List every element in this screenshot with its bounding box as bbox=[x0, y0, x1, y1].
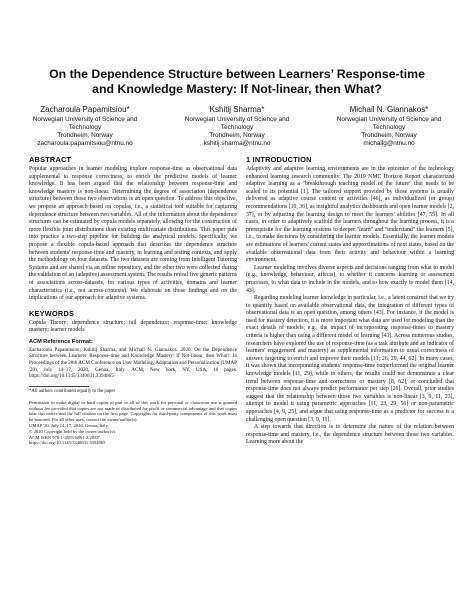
intro-paragraph-3: Regarding modeling learner knowledge in particular, i.e., a latent construct that we try to quantify based on available observational data, the integration of different types of observational data is an open question, among others [43]. For instance, if the model is used for mastery detection, it is more important what data are used for modeling than the exact details of models, e.g., the impact of incorporating response-times to mastery criteria is higher than using a different model of learning [43]. Across numerous studies, researchers have explored the use of response-time (as a task attribute and an indicator of learners' engagement and mastery) as supplemental information to usual correctness of answer, targeting to enrich and improve their models [11; 26, 29, 44, 62]. In many cases, it was shown that incorporating students' response-time outperformed the original learner knowledge models [11, 29], while in others, the results could not demonstrate a clear trend between response-time and correctness or mastery [8, 62], or concluded that response-time does not always predict performance per step [26]. Overall, prior studies suggest that the relationship between those two variables is non-linear [3, 9, 11, 23], attempt to model it using parametric approaches [11, 23, 29, 56] or non-parametric approaches [4, 9, 25], and argue that using response-time as a predictor for success is a challenging open question [3, 9, 11]. bbox=[246, 295, 455, 423]
author-city: Trondheim, Norway bbox=[57, 132, 113, 139]
footnote: *All authors contributed equally to the paper bbox=[29, 388, 116, 394]
title-line-2: and Knowledge Mastery: If Not-linear, then What? bbox=[92, 82, 382, 96]
keywords-text: Copula Theory; dependence structure; tail dependence; response-time; knowledge mastery; learner models bbox=[29, 319, 237, 334]
abstract-text: Popular approaches in learner modeling explore response-time as observational data supplemental to response correctness, to enrich the predictive models of learner knowledge. It has been argued that the relationship between response-time and knowledge mastery is non-linear. Determining the degree of association (dependence structure) between those two observations is an open question. To address this objective, we propose an approach based on copulas, i.e., a statistical tool suitable for capturing dependence structure between two variables. All of the information about the dependence structures can be estimated by copula models separately, allowing for the construction of more flexible joint distributions than existing multivariate distributions. This paper puts into practice a two-step pipeline for building the analytical models. Specifically, we propose a flexible copula-based approach that describes the dependence structure between students' response-time and mastery, in learning and testing contexts, and apply the methodology on four datasets. The two datasets are coming from Intelligent Tutoring Systems and are shared via an online repository, and the other two were collected during the validation of an (adaptive) assessment system. The results reveal five generic patterns of associations across-datasets, for various types of activities, domains and learner characteristics (i.e., not across-contexts). We elaborate on those findings and on the implications of our approach for adaptive systems. bbox=[29, 166, 237, 302]
author-block bbox=[10, 105, 464, 148]
author-1 bbox=[10, 105, 160, 148]
acm-reference-heading: ACM Reference Format: bbox=[29, 338, 93, 345]
author-name: Zacharoula Papamitsiou* bbox=[40, 105, 130, 114]
author-3 bbox=[314, 105, 464, 148]
intro-paragraph-4: A step towards that direction is to determine the nature of the relation between response-time and mastery, i.e., the dependence structure between those two variables. Learning more about the bbox=[246, 424, 454, 446]
left-column bbox=[29, 155, 237, 446]
conference-line: UMAP '20, July 14–17, 2020, Genoa, Italy bbox=[29, 423, 108, 429]
author-affiliation: Norwegian University of Science and bbox=[32, 116, 138, 123]
author-affiliation: Technology bbox=[220, 124, 254, 131]
permission-notice: Permission to make digital or hard copies of part or all of this work for personal or classroom use is granted without fee provided that copies are not made or distributed for profit or commercial advantage and that copies bear this notice and the full citation on the first page. Copyrights for third-party components of this work must be honored. For all other uses, contact the owner/author(s). bbox=[29, 399, 237, 423]
author-name: Kshitij Sharma* bbox=[209, 105, 265, 114]
isbn-line: ACM ISBN 978-1-4503-6861-2/20/07. bbox=[29, 434, 102, 440]
author-2 bbox=[162, 105, 312, 148]
author-affiliation: Technology bbox=[68, 124, 102, 131]
author-city: Trondheim, Norway bbox=[209, 132, 265, 139]
acm-reference-text: Zacharoula Papamitsiou, Kshitij Sharma, and Michail N. Giannakos. 2020. On the Dependence Structure between Learners' Response-time and Knowledge Mastery: If Not-linear, then What?. In Proceedings of the 28th ACM Conference on User Modeling, Adaptation and Personalization (UMAP '20), July 14–17, 2020, Genoa, Italy. ACM, New York, NY, USA, 10 pages. https://doi.org/10.1145/3340631.3394865 bbox=[29, 346, 237, 380]
abstract-heading: ABSTRACT bbox=[29, 155, 72, 164]
author-email[interactable]: kshitij.sharma@ntnu.no bbox=[203, 140, 271, 147]
author-city: Trondheim, Norway bbox=[361, 132, 417, 139]
copyright-line: © 2020 Copyright held by the owner/author(s). bbox=[29, 428, 116, 434]
doi-link[interactable]: https://doi.org/10.1145/3340631.3394865 bbox=[29, 440, 106, 446]
intro-paragraph-2: Learner modeling involves diverse aspects and decisions ranging from what to model (e.g., knowledge, behaviour, affects), to whether it concerns learning or assessment processes, to what data to include in the models, and to how exactly to model them [14, 43]. bbox=[246, 264, 454, 294]
author-name: Michail N. Giannakos* bbox=[349, 105, 429, 114]
author-affiliation: Norwegian University of Science and bbox=[336, 116, 442, 123]
footnote-divider bbox=[29, 386, 89, 387]
author-affiliation: Technology bbox=[372, 124, 406, 131]
introduction-heading: 1 INTRODUCTION bbox=[246, 155, 312, 164]
intro-paragraph-1: Adaptivity and adaptive learning environments are in the epicenter of the technology enhanced learning research community. The 2019 NMC Horizon Report characterized adaptive learning as a "breakthrough teaching model of the future" that needs to be scaled to its potential [1]. The tailored support provided by those systems is usually delivered as adaptive course content or activities [46], as individualized (or group) recommendations [10, 36], as insightful analytics dashboards and open learner models [2, 37], or by adjusting the learning design to meet the learners' abilities [47, 55]. In all cases, in order to adaptively scaffold the learners throughout the learning process, it is a prerequisite for the learning systems to deeper "learn" and "understand" the learners [5], i.e., to make decisions by considering the learner models. Essentially, the learner models are estimations of learners' current states and approximations of next states, based on the available observational data from their activity and behaviour within a learning environment. bbox=[246, 166, 454, 264]
keywords-heading: KEYWORDS bbox=[29, 308, 75, 318]
right-column bbox=[246, 155, 454, 447]
paper-title bbox=[18, 67, 456, 97]
author-email[interactable]: zacharoula.papamitsiou@ntnu.no bbox=[37, 140, 133, 147]
title-line-1: On the Dependence Structure between Learners’ Response-time bbox=[49, 67, 425, 81]
author-email[interactable]: michailg@ntnu.no bbox=[363, 140, 415, 147]
author-affiliation: Norwegian University of Science and bbox=[184, 116, 290, 123]
